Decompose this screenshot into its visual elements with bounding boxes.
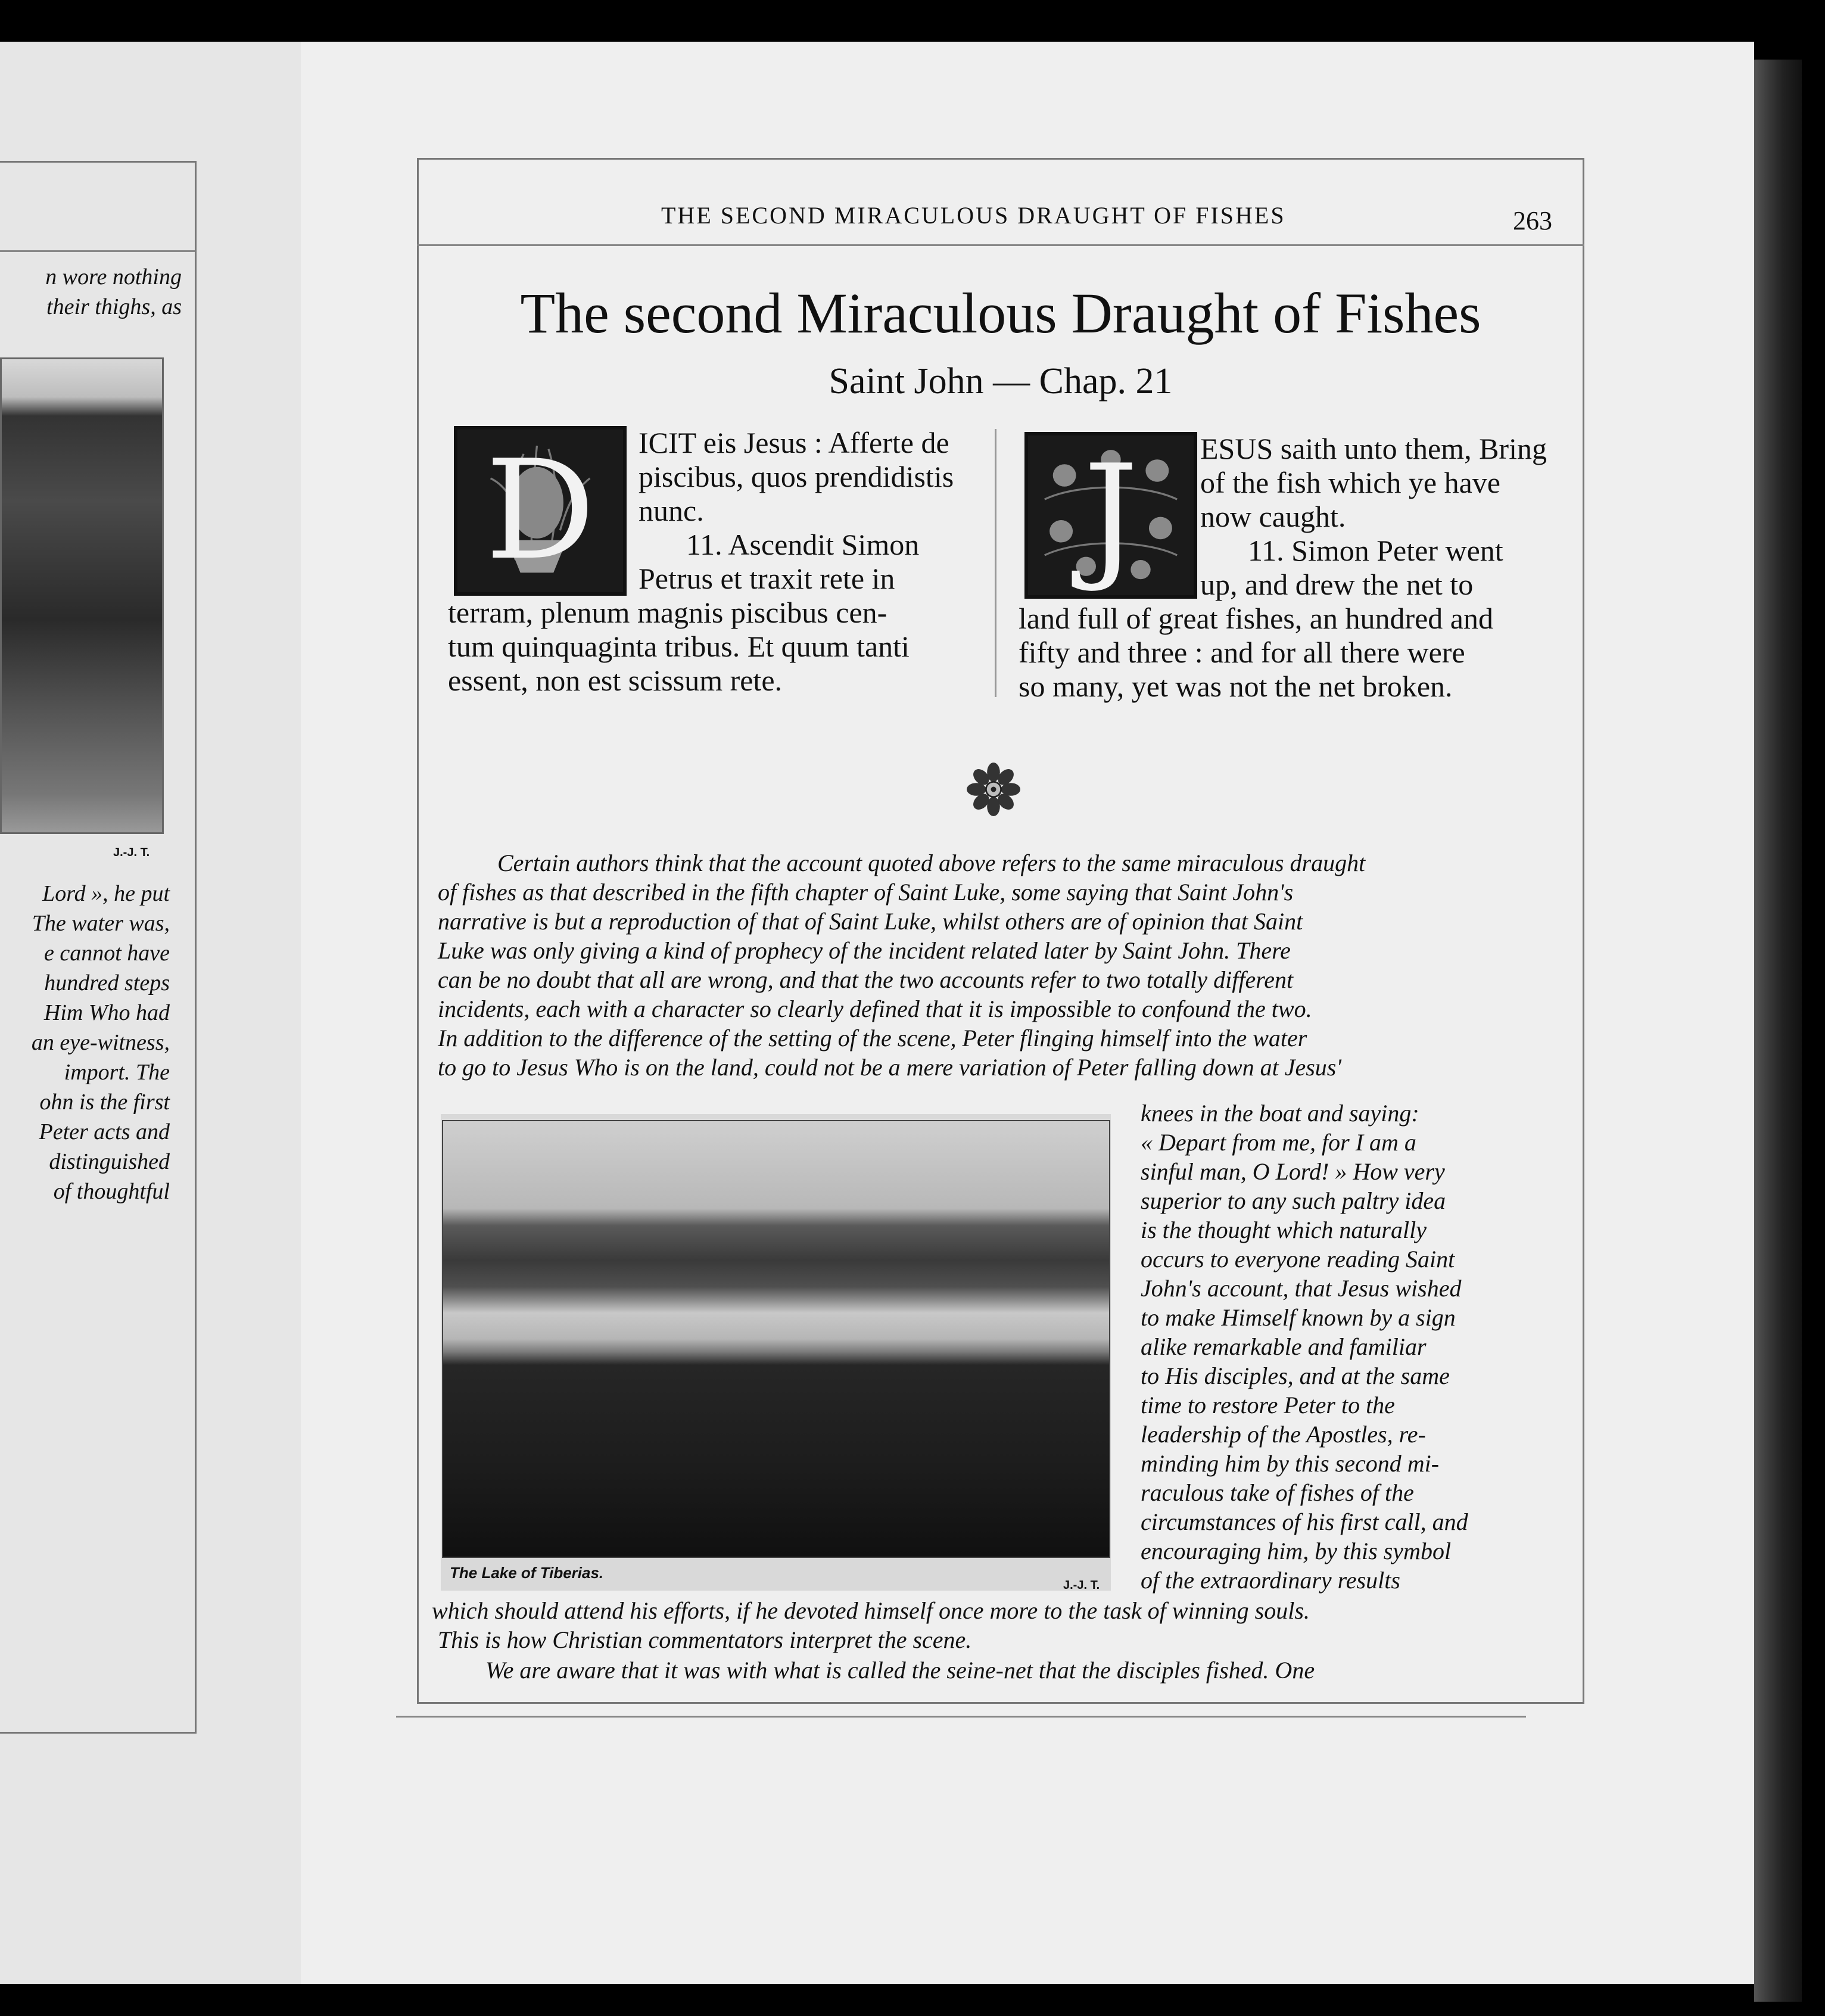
book-edge <box>1754 60 1802 2002</box>
left-text-bottom <box>0 879 170 1212</box>
english-line: 11. Simon Peter went <box>1248 534 1503 567</box>
commentary-line: which should attend his efforts, if he devoted himself once more to the task of winning souls. <box>432 1597 1310 1624</box>
latin-line: ICIT eis Jesus : Afferte de <box>639 426 949 459</box>
commentary-line: minding him by this second mi- <box>1141 1450 1440 1477</box>
commentary-line: of fishes as that described in the fifth chapter of Saint Luke, some saying that Saint John's <box>438 879 1294 906</box>
left-line: e cannot have <box>43 941 170 966</box>
header-rule <box>417 244 1584 246</box>
latin-line: piscibus, quos prendidistis <box>639 460 954 493</box>
commentary-line: is the thought which naturally <box>1141 1217 1427 1243</box>
commentary-line: time to restore Peter to the <box>1141 1392 1395 1418</box>
left-line: import. The <box>64 1060 170 1085</box>
commentary-block <box>438 849 1546 1087</box>
column-divider <box>995 429 996 697</box>
figure-caption: The Lake of Tiberias. <box>450 1564 604 1582</box>
commentary-line: to make Himself known by a sign <box>1141 1304 1456 1331</box>
left-line: The water was, <box>32 911 170 936</box>
english-line: land full of great fishes, an hundred and <box>1019 602 1493 635</box>
commentary-line: to His disciples, and at the same <box>1141 1362 1450 1389</box>
latin-line: nunc. <box>639 494 704 527</box>
page-subtitle: Saint John — Chap. 21 <box>829 361 1173 402</box>
running-head: THE SECOND MIRACULOUS DRAUGHT OF FISHES <box>661 202 1286 229</box>
commentary-line: raculous take of fishes of the <box>1141 1479 1414 1506</box>
left-line: ohn is the first <box>39 1090 170 1115</box>
latin-line: essent, non est scissum rete. <box>448 664 783 697</box>
commentary-side-block <box>1135 1099 1540 1600</box>
initial-letter: D <box>485 431 596 590</box>
english-line: fifty and three : and for all there were <box>1019 636 1465 669</box>
latin-column <box>448 420 972 706</box>
lake-photo <box>442 1120 1110 1558</box>
commentary-line: leadership of the Apostles, re- <box>1141 1421 1426 1448</box>
left-line: their thighs, as <box>46 294 182 319</box>
left-line: distinguished <box>49 1149 170 1174</box>
left-photo <box>0 357 164 834</box>
english-line: of the fish which ye have <box>1200 466 1501 499</box>
left-text-top <box>0 262 182 328</box>
commentary-end-block <box>432 1597 1546 1704</box>
frame-bottom-rule <box>396 1716 1526 1718</box>
commentary-line: Luke was only giving a kind of prophecy of the incident related later by Saint John. There <box>438 937 1291 964</box>
page-number: 263 <box>1513 206 1552 235</box>
commentary-line: « Depart from me, for I am a <box>1141 1129 1416 1156</box>
decorated-initial-j <box>1024 432 1197 599</box>
commentary-line: This is how Christian commentators interpret the scene. <box>438 1626 972 1653</box>
commentary-line: encouraging him, by this symbol <box>1141 1538 1452 1564</box>
english-line: ESUS saith unto them, Bring <box>1200 432 1547 465</box>
commentary-line: can be no doubt that all are wrong, and that the two accounts refer to two totally different <box>438 966 1294 993</box>
latin-line: 11. Ascendit Simon <box>686 528 920 561</box>
commentary-line: alike remarkable and familiar <box>1141 1333 1427 1360</box>
left-photo-credit: J.-J. T. <box>113 846 150 859</box>
figure-credit: J.-J. T. <box>1063 1579 1100 1592</box>
left-header-rule <box>0 250 195 252</box>
left-line: of thoughtful <box>53 1179 170 1204</box>
commentary-line: to go to Jesus Who is on the land, could not be a mere variation of Peter falling down at Jesus' <box>438 1054 1341 1081</box>
english-column <box>1019 426 1555 718</box>
left-line: an eye-witness, <box>31 1030 170 1055</box>
commentary-line: incidents, each with a character so clearly defined that it is impossible to confound the two. <box>438 995 1312 1022</box>
commentary-line: narrative is but a reproduction of that of Saint Luke, whilst others are of opinion that Saint <box>438 908 1303 935</box>
commentary-line: Certain authors think that the account quoted above refers to the same miraculous draught <box>497 850 1366 876</box>
commentary-line: John's account, that Jesus wished <box>1141 1275 1462 1302</box>
english-line: up, and drew the net to <box>1200 568 1474 601</box>
left-line: hundred steps <box>44 970 170 995</box>
commentary-line: We are aware that it was with what is called the seine-net that the disciples fished. One <box>485 1657 1315 1684</box>
commentary-line: sinful man, O Lord! » How very <box>1141 1158 1445 1185</box>
latin-line: Petrus et traxit rete in <box>639 562 895 595</box>
initial-letter: J <box>1083 435 1139 595</box>
english-line: now caught. <box>1200 500 1346 533</box>
commentary-line: knees in the boat and saying: <box>1141 1100 1419 1127</box>
rosette-ornament-icon <box>967 763 1020 816</box>
commentary-line: of the extraordinary results <box>1141 1567 1400 1594</box>
left-line: n wore nothing <box>45 265 182 290</box>
page-title: The second Miraculous Draught of Fishes <box>520 281 1481 345</box>
commentary-line: circumstances of his first call, and <box>1141 1508 1468 1535</box>
latin-line: tum quinquaginta tribus. Et quum tanti <box>448 630 910 663</box>
commentary-line: In addition to the difference of the setting of the scene, Peter flinging himself into the water <box>438 1025 1307 1051</box>
english-line: so many, yet was not the net broken. <box>1019 670 1453 703</box>
left-line: Lord », he put <box>42 881 170 906</box>
left-line: Him Who had <box>43 1000 170 1025</box>
left-line: Peter acts and <box>39 1119 170 1144</box>
commentary-line: occurs to everyone reading Saint <box>1141 1246 1455 1273</box>
decorated-initial-d <box>454 426 627 596</box>
commentary-line: superior to any such paltry idea <box>1141 1187 1446 1214</box>
latin-line: terram, plenum magnis piscibus cen- <box>448 596 887 629</box>
